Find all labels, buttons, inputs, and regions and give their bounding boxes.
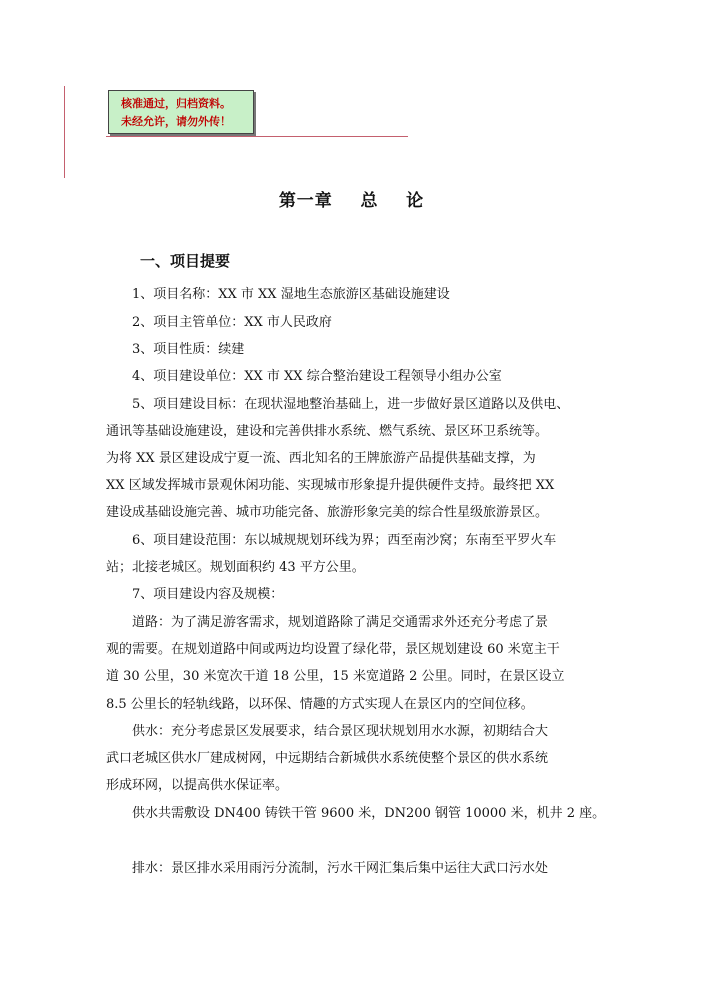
stamp-line-2: 未经允许，请勿外传！ xyxy=(121,115,231,128)
body-line: 道 30 公里，30 米宽次干道 18 公里，15 米宽道路 2 公里。同时，在景区设立 xyxy=(106,669,565,684)
chapter-title: 第一章 总 论 xyxy=(278,191,425,211)
body-line: 3、项目性质：续建 xyxy=(132,342,245,357)
header-rule xyxy=(106,136,408,137)
body-line: 5、项目建设目标：在现状湿地整治基础上，进一步做好景区道路以及供电、 xyxy=(132,397,570,412)
body-line: 供水共需敷设 DN400 铸铁干管 9600 米，DN200 钢管 10000 米，机井 2 座。 xyxy=(132,806,606,821)
body-line: 2、项目主管单位：XX 市人民政府 xyxy=(132,315,332,330)
body-line: 4、项目建设单位：XX 市 XX 综合整治建设工程领导小组办公室 xyxy=(132,369,502,384)
body-line: 站；北接老城区。规划面积约 43 平方公里。 xyxy=(106,560,365,575)
body-line: 7、项目建设内容及规模： xyxy=(132,587,284,602)
body-line: 形成环网，以提高供水保证率。 xyxy=(106,778,289,793)
body-line: 6、项目建设范围：东以城规规划环线为界；西至南沙窝；东南至平罗火车 xyxy=(132,533,557,548)
section-heading: 一、项目提要 xyxy=(140,252,231,270)
approval-stamp xyxy=(108,90,254,134)
body-line: 观的需要。在规划道路中间或两边均设置了绿化带，景区规划建设 60 米宽主干 xyxy=(106,642,560,657)
body-line: 为将 XX 景区建设成宁夏一流、西北知名的王牌旅游产品提供基础支撑，为 xyxy=(106,451,536,466)
body-line: 供水：充分考虑景区发展要求，结合景区现状规划用水水源，初期结合大 xyxy=(132,724,549,739)
body-line: 武口老城区供水厂建成树网，中远期结合新城供水系统使整个景区的供水系统 xyxy=(106,751,549,766)
body-line: 1、项目名称：XX 市 XX 湿地生态旅游区基础设施建设 xyxy=(132,287,450,302)
body-line: 8.5 公里长的轻轨线路，以环保、情趣的方式实现人在景区内的空间位移。 xyxy=(106,697,534,712)
body-line: XX 区域发挥城市景观休闲功能、实现城市形象提升提供硬件支持。最终把 XX xyxy=(106,478,555,493)
stamp-line-1: 核准通过，归档资料。 xyxy=(121,97,231,110)
margin-mark xyxy=(64,86,65,178)
body-line: 排水：景区排水采用雨污分流制，污水干网汇集后集中运往大武口污水处 xyxy=(132,861,549,876)
body-line: 建设成基础设施完善、城市功能完备、旅游形象完美的综合性星级旅游景区。 xyxy=(106,505,549,520)
body-line: 通讯等基础设施建设，建设和完善供排水系统、燃气系统、景区环卫系统等。 xyxy=(106,424,549,439)
body-line: 道路：为了满足游客需求，规划道路除了满足交通需求外还充分考虑了景 xyxy=(132,615,549,630)
